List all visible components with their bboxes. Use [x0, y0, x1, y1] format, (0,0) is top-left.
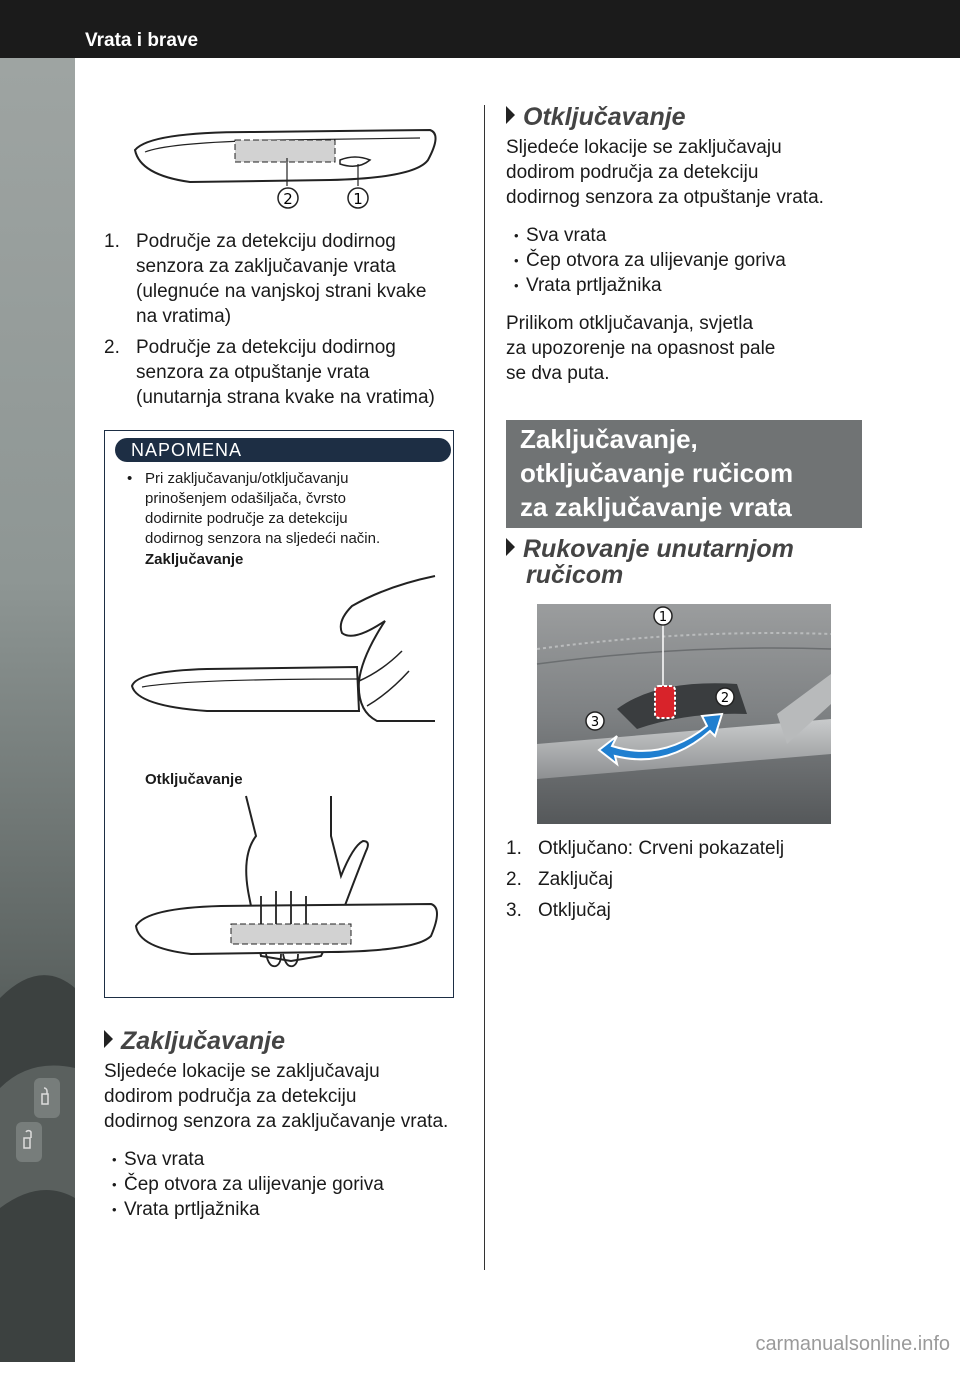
list-text: Zaključaj [538, 869, 613, 890]
door-panel-photo [0, 58, 75, 1362]
list-item: • Vrata prtljažnika [104, 1197, 474, 1222]
list-line: Područje za detekciju dodirnog [136, 337, 396, 358]
list-text: Otključano: Crveni pokazatelj [538, 838, 785, 859]
section-marker-icon [506, 538, 515, 556]
note-sub-unlocking: Otključavanje [145, 771, 243, 788]
list-number: 1. [506, 838, 522, 859]
note-line: dodirnog senzora na sljedeći način. [145, 530, 381, 547]
locking-heading [104, 1028, 285, 1054]
inner-handle-heading [506, 536, 794, 562]
note-line: prinošenjem odašiljača, čvrsto [145, 490, 346, 507]
list-number: 1. [104, 231, 120, 252]
hand-locking-illustration [127, 571, 437, 731]
chapter-title: Vrata i brave [85, 30, 199, 51]
section-marker-icon [506, 106, 515, 124]
inner-handle-heading-line2: ručicom [526, 561, 624, 589]
section-title-line: Zaključavanje, [520, 424, 698, 454]
list-item: • Čep otvora za ulijevanje goriva [104, 1172, 474, 1197]
list-item [506, 867, 866, 892]
list-item: • Sva vrata [104, 1147, 474, 1172]
list-line: senzora za zaključavanje vrata [136, 256, 396, 277]
locking-paragraph [104, 1059, 474, 1134]
photo-callout-1: 1 [658, 610, 668, 625]
note-box [104, 430, 454, 998]
watermark: carmanualsonline.info [755, 1333, 950, 1355]
list-item [506, 836, 866, 861]
list-line: (unutarnja strana kvake na vratima) [136, 387, 435, 408]
para-line: dodirnog senzora za otpuštanje vrata. [506, 187, 824, 208]
para-line: Prilikom otključavanja, svjetla [506, 313, 754, 334]
list-item [104, 229, 474, 329]
column-divider [484, 105, 485, 1270]
numbered-list-left [104, 229, 474, 416]
list-line: Područje za detekciju dodirnog [136, 231, 396, 252]
section-title-line: za zaključavanje vrata [520, 492, 792, 522]
para-line: dodirom područja za detekciju [104, 1086, 357, 1107]
note-bullet: • [127, 470, 133, 487]
section-title-box [506, 420, 862, 528]
section-marker-icon [104, 1030, 113, 1048]
photo-callout-2: 2 [720, 691, 730, 706]
inner-handle-heading-text: Rukovanje unutarnjom [523, 535, 794, 563]
unlocking-bullets [506, 223, 866, 298]
locking-bullets [104, 1147, 474, 1222]
list-line: na vratima) [136, 306, 232, 327]
note-label: NAPOMENA [131, 440, 243, 460]
list-number: 3. [506, 900, 522, 921]
unlocking-heading-text: Otključavanje [523, 103, 686, 131]
photo-callout-3: 3 [590, 715, 600, 730]
list-line: senzora za otpuštanje vrata [136, 362, 370, 383]
para-line: Sljedeće lokacije se zaključavaju [104, 1061, 380, 1082]
hand-unlocking-illustration [131, 796, 441, 976]
locking-heading-text: Zaključavanje [121, 1027, 285, 1055]
note-line: dodirnite područje za detekciju [145, 510, 348, 527]
para-line: za upozorenje na opasnost pale [506, 338, 776, 359]
list-item [104, 335, 474, 410]
note-label-bar [115, 438, 451, 462]
list-number: 2. [104, 337, 120, 358]
para-line: se dva puta. [506, 363, 610, 384]
para-line: Sljedeće lokacije se zaključavaju [506, 137, 782, 158]
callout-1: 1 [353, 190, 363, 208]
unlocking-paragraph [506, 135, 866, 210]
note-text [127, 469, 447, 549]
note-sub-locking: Zaključavanje [145, 551, 244, 568]
list-item: • Sva vrata [506, 223, 866, 248]
note-line: Pri zaključavanju/otključavanju [145, 470, 349, 487]
list-text: Otključaj [538, 900, 611, 921]
side-photo-strip [0, 58, 75, 1385]
numbered-list-right [506, 836, 866, 929]
para-line: dodirom područja za detekciju [506, 162, 759, 183]
callout-2: 2 [283, 190, 293, 208]
list-item [506, 898, 866, 923]
handle-diagram-top [130, 120, 440, 215]
section-title [520, 422, 793, 524]
list-item: • Čep otvora za ulijevanje goriva [506, 248, 866, 273]
list-line: (ulegnuće na vanjskoj strani kvake [136, 281, 427, 302]
inner-handle-illustration [537, 604, 831, 824]
inner-handle-photo [537, 604, 831, 824]
list-item: • Vrata prtljažnika [506, 273, 866, 298]
unlocking-heading [506, 104, 686, 130]
section-title-line: otključavanje ručicom [520, 458, 794, 488]
para-line: dodirnog senzora za zaključavanje vrata. [104, 1111, 449, 1132]
hazard-lights-paragraph [506, 311, 866, 386]
list-number: 2. [506, 869, 522, 890]
header-bar [0, 0, 960, 58]
page-number: 3-8 [6, 1358, 41, 1385]
